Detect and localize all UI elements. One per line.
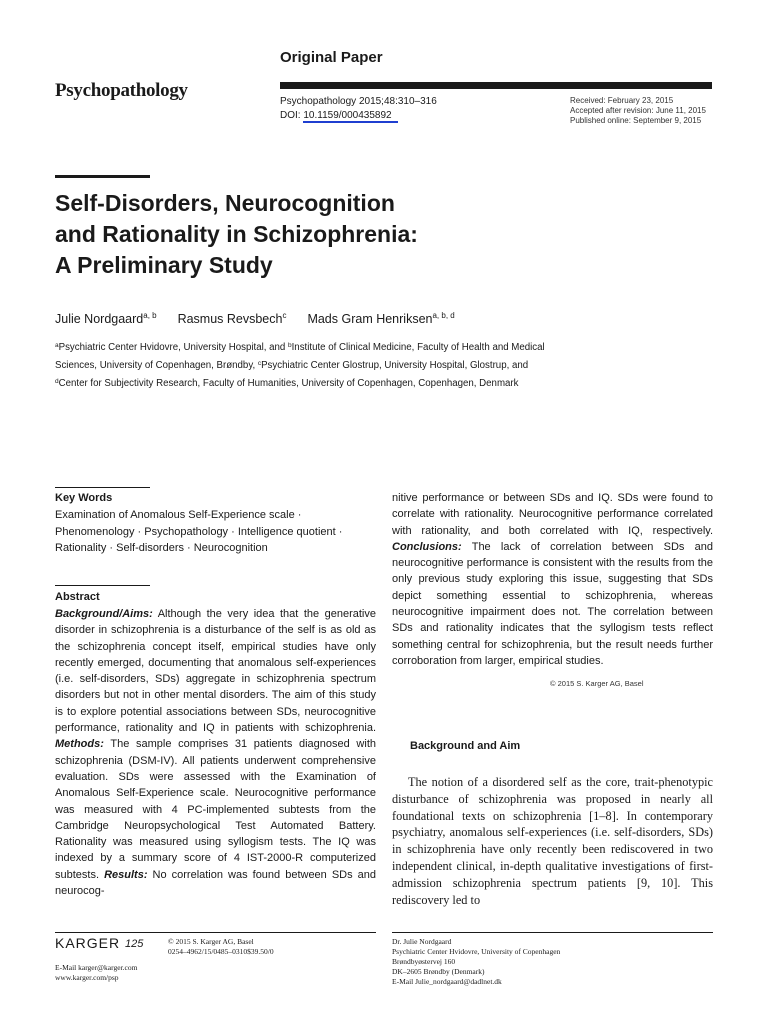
abstract-copyright: © 2015 S. Karger AG, Basel — [550, 679, 644, 688]
article-title — [55, 188, 575, 281]
author-name: Julie Nordgaard — [55, 312, 144, 326]
paper-type: Original Paper — [280, 49, 383, 66]
keywords-text: Examination of Anomalous Self-Experience scale · Phenomenology · Psychopathology · Intelligence quotient · Rationality · Self-disorders · Neurocognition — [55, 509, 343, 554]
affiliation-line — [55, 374, 615, 392]
author-affiliation-mark: a, b, d — [432, 311, 455, 320]
abstract-continued — [392, 490, 713, 669]
header-rule — [280, 82, 712, 89]
footer-rule — [55, 932, 376, 933]
footer-price-code: 0254–4962/15/0485–0310$39.50/0 — [168, 947, 274, 956]
affiliation-mark: a — [55, 342, 59, 349]
title-rule — [55, 175, 150, 178]
doi-link-underline — [303, 121, 398, 123]
title-line: Self-Disorders, Neurocognition — [55, 190, 395, 216]
abstract-section-text: No correlation was found between SDs and neurocog- — [55, 868, 377, 898]
abstract-text — [55, 606, 376, 899]
keywords-heading: Key Words — [55, 492, 113, 504]
doi-label: DOI: — [280, 110, 301, 121]
abstract-section-text: The sample comprises 31 patients diagnosed with schizophrenia (DSM-IV). All patients underwent comprehensive evaluation. SDs were assessed with the Examination of Anomalous Self-Experience scale. Neurocognitive performance was measured with 4 PC-implemented subtests from the Cambridge Neuropsychological Test Automated Battery. Rationality was measured using syllogism tests. The IQ was indexed by a summary score of 4 IST-2000-R computerized subtests. — [55, 738, 376, 881]
author-affiliation-mark: a, b — [143, 311, 157, 320]
publisher-name: KARGER — [55, 935, 121, 951]
author-list — [55, 311, 455, 326]
affiliation-mark: c — [257, 360, 262, 367]
received-date: Received: February 23, 2015 — [570, 96, 674, 105]
affiliation-text: Sciences, University of Copenhagen, Brøndby, — [55, 360, 258, 371]
affiliation-text: Psychiatric Center Hvidovre, University Hospital, and — [58, 342, 288, 353]
affiliation-mark: b — [287, 342, 292, 349]
affiliation-text: Psychiatric Center Glostrup, University Hospital, Glostrup, and — [261, 360, 529, 371]
title-line: A Preliminary Study — [55, 252, 273, 278]
abstract-section-label: Background/Aims: — [55, 608, 153, 620]
keywords-rule — [55, 487, 150, 488]
footer-contact — [55, 963, 137, 983]
correspondence-address — [392, 937, 560, 987]
correspondence-email[interactable]: E-Mail Julie_nordgaard@dadlnet.dk — [392, 977, 502, 986]
dates-block — [570, 96, 706, 126]
abstract-section-text: Although the very idea that the generative disorder in schizophrenia is a disturbance of the self is as old as the schizophrenia concept itself, empirical studies have only recently emerged, documenting that anomalous self-experiences (i.e. self-disorders, SDs) aggregate in schizophrenia spectrum disorders but not in other mental disorders. The aim of this study is to explore potential associations between SDs, neurocognitive performance, rationality and IQ in patients with schizophrenia. — [55, 608, 376, 735]
abstract-section-text: The lack of correlation between SDs and neurocognitive performance is consistent with the results from the only previous study exploring this issue, suggesting that SDs depict something essential to schizophrenia, whereas neurocognitive impairment does not. The correlation between SDs and rationality indicates that the syllogism tests reflect something central for schizophrenia, but the result needs further corroboration from larger, empirical studies. — [392, 540, 713, 667]
abstract-section-label: Methods: — [55, 738, 104, 751]
publisher-email[interactable]: E-Mail karger@karger.com — [55, 963, 138, 972]
journal-logo: Psychopathology — [55, 80, 188, 101]
citation: Psychopathology 2015;48:310–316 — [280, 96, 437, 107]
footer-copyright — [168, 937, 274, 957]
abstract-heading: Abstract — [55, 591, 100, 603]
published-date: Published online: September 9, 2015 — [570, 116, 702, 125]
footer-rule — [392, 932, 713, 933]
abstract-section-label: Conclusions: — [392, 540, 462, 553]
citation-block — [280, 95, 437, 123]
correspondence-line: Brøndbyøstervej 160 — [392, 957, 456, 966]
author-name: Rasmus Revsbech — [177, 312, 283, 326]
section-heading: Background and Aim — [410, 740, 521, 752]
correspondence-line: DK–2605 Brøndby (Denmark) — [392, 967, 485, 976]
affiliations — [55, 338, 615, 392]
footer-copyright-line: © 2015 S. Karger AG, Basel — [168, 937, 254, 946]
doi-link[interactable]: 10.1159/000435892 — [303, 110, 392, 121]
affiliation-text: Center for Subjectivity Research, Faculty of Humanities, University of Copenhagen, Copenhagen, Denmark — [58, 378, 519, 389]
affiliation-text: Institute of Clinical Medicine, Faculty of Health and Medical — [291, 342, 545, 353]
publisher-anniversary-mark: 125 — [125, 938, 144, 950]
author-name: Mads Gram Henriksen — [307, 312, 433, 326]
affiliation-line — [55, 356, 615, 374]
publisher-logo — [55, 935, 143, 951]
abstract-rule — [55, 585, 150, 586]
affiliation-line — [55, 338, 615, 356]
body-paragraph: The notion of a disordered self as the core, trait-phenotypic disturbance of schizophrenia was proposed in nearly all foundational texts on schizophrenia [1–8]. In contemporary psychiatry, anomalous self-experiences (i.e. self-disorders, SDs) in schizophrenia have only recently been rediscovered in two independent clinical, in-depth qualitative investigations of first-admission schizophrenia spectrum patients [9, 10]. This rediscovery led to — [392, 775, 713, 907]
abstract-section-label: Results: — [104, 868, 148, 881]
correspondence-name: Dr. Julie Nordgaard — [392, 937, 452, 946]
publisher-website[interactable]: www.karger.com/psp — [55, 973, 119, 982]
title-line: and Rationality in Schizophrenia: — [55, 221, 418, 247]
correspondence-line: Psychiatric Center Hvidovre, University of Copenhagen — [392, 947, 561, 956]
abstract-section-text: nitive performance or between SDs and IQ. SDs were found to correlate with rationality. Neurocognitive performance correlated with rationality, and both correlated with IQ, respectively. — [392, 492, 713, 537]
accepted-date: Accepted after revision: June 11, 2015 — [570, 106, 706, 115]
author-affiliation-mark: c — [282, 311, 287, 320]
affiliation-mark: d — [55, 378, 59, 385]
